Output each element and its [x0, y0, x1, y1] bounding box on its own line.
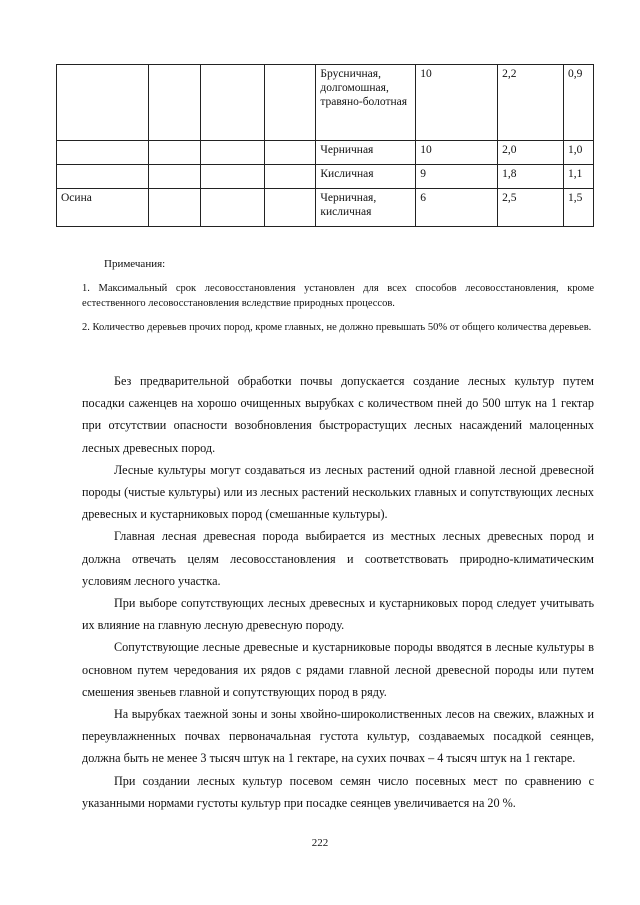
table-row [57, 165, 594, 189]
value-cell: 9 [416, 165, 498, 189]
forest-type-cell: Черничная, кисличная [316, 189, 416, 227]
value-cell: 1,5 [563, 189, 593, 227]
forest-type-cell: Кисличная [316, 165, 416, 189]
value-cell: 2,2 [498, 65, 564, 141]
forest-type-cell: Брусничная, долгомошная, травяно-болотная [316, 65, 416, 141]
value-cell: 6 [416, 189, 498, 227]
species-cell [57, 165, 149, 189]
note-item: 2. Количество деревьев прочих пород, кроме главных, не должно превышать 50% от общего количества деревьев. [82, 322, 592, 333]
empty-cell [148, 141, 200, 165]
species-cell [57, 65, 149, 141]
value-cell: 1,8 [498, 165, 564, 189]
value-cell: 10 [416, 141, 498, 165]
empty-cell [200, 189, 264, 227]
page-number: 222 [311, 837, 329, 849]
empty-cell [148, 165, 200, 189]
empty-cell [264, 189, 316, 227]
note-item: 1. Максимальный срок лесовосстановления установлен для всех способов лесовосстановления, кроме естественного лесовосстановления вследствие природных процессов. [82, 283, 594, 309]
table-row [57, 141, 594, 165]
value-cell: 10 [416, 65, 498, 141]
empty-cell [200, 141, 264, 165]
body-text [82, 370, 594, 814]
reforestation-table [56, 64, 594, 227]
paragraph: При создании лесных культур посевом семян число посевных мест по сравнению с указанными нормами густоты культур при посадке сеянцев увеличивается на 20 %. [82, 773, 594, 810]
forest-type-cell: Черничная [316, 141, 416, 165]
paragraph: Главная лесная древесная порода выбирается из местных лесных древесных пород и должна отвечать целям лесовосстановления и соответствовать природно-климатическим условиям лесного участка. [82, 529, 594, 588]
empty-cell [264, 141, 316, 165]
value-cell: 1,1 [563, 165, 593, 189]
paragraph: Лесные культуры могут создаваться из лесных растений одной главной лесной древесной породы (чистые культуры) или из лесных растений нескольких главных и сопутствующих лесных древесных и кустарниковых пород (смешанные культуры). [82, 462, 594, 522]
empty-cell [264, 165, 316, 189]
value-cell: 2,0 [498, 141, 564, 165]
paragraph: Без предварительной обработки почвы допускается создание лесных культур путем посадки саженцев на хорошо очищенных вырубках с количеством пней до 500 штук на 1 гектар при отсутствии опасности возобновления быстрорастущих лесных насаждений малоценных лесных древесных пород. [82, 374, 594, 455]
table-row [57, 65, 594, 141]
paragraph: На вырубках таежной зоны и зоны хвойно-широколиственных лесов на свежих, влажных и переувлажненных почвах первоначальная густота культур, создаваемых посадкой сеянцев, должна быть не менее 3 тысяч штук на 1 гектаре, на сухих почвах – 4 тысяч штук на 1 гектаре. [82, 707, 594, 766]
value-cell: 0,9 [563, 65, 593, 141]
paragraph: Сопутствующие лесные древесные и кустарниковые породы вводятся в лесные культуры в основном путем чередования их рядов с рядами главной лесной древесной породы или путем смешения звеньев главной и сопутствующих пород в ряду. [82, 640, 594, 699]
value-cell: 1,0 [563, 141, 593, 165]
empty-cell [148, 189, 200, 227]
empty-cell [264, 65, 316, 141]
empty-cell [148, 65, 200, 141]
species-cell: Осина [57, 189, 149, 227]
value-cell: 2,5 [498, 189, 564, 227]
notes-title: Примечания: [104, 258, 166, 270]
table-row [57, 189, 594, 227]
species-cell [57, 141, 149, 165]
empty-cell [200, 165, 264, 189]
empty-cell [200, 65, 264, 141]
paragraph: При выборе сопутствующих лесных древесных и кустарниковых пород следует учитывать их влияние на главную лесную древесную породу. [82, 596, 594, 633]
